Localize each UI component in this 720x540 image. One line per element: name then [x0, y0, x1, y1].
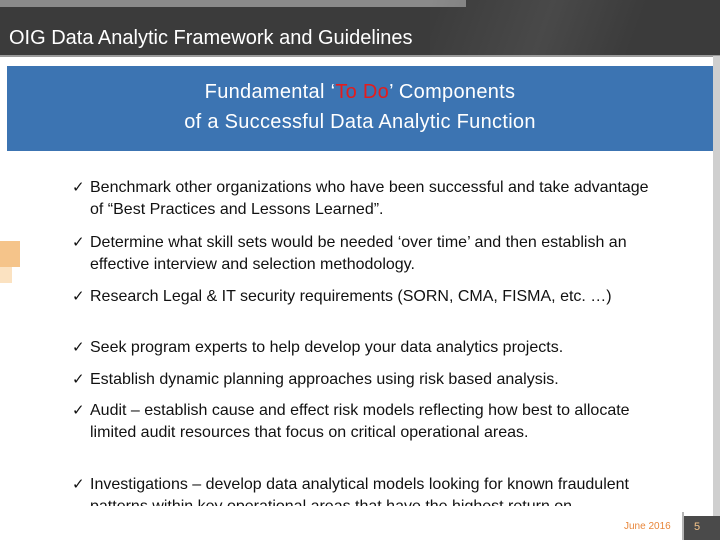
- title-divider: [0, 55, 720, 57]
- slide-title: OIG Data Analytic Framework and Guidelines: [9, 27, 413, 49]
- subtitle-highlight: To Do: [335, 81, 390, 103]
- subtitle-line-2: of a Successful Data Analytic Function: [184, 111, 536, 133]
- bullet-item: ✓ Investigations – develop data analytical models looking for known fraudulent: [72, 474, 638, 539]
- bullet-item: ✓ Benchmark other organizations who have been successful and take advantage of “Best Practices and Lessons Learned”.: [72, 179, 649, 218]
- page-number: 5: [693, 521, 701, 533]
- checkmark-icon: ✓: [72, 234, 85, 251]
- bullet-item: ✓ Research Legal & IT security requirements (SORN, CMA, FISMA, etc. …): [72, 286, 612, 308]
- checkmark-icon: ✓: [72, 288, 85, 305]
- title-bar: [0, 0, 720, 56]
- bullet-item: ✓ Seek program experts to help develop your data analytics projects.: [72, 337, 563, 359]
- footer-date: June 2016: [624, 521, 671, 532]
- checkmark-icon: ✓: [72, 371, 85, 388]
- bullet-item: ✓ Audit – establish cause and effect risk models reflecting how best to allocate limited audit resources that focus on critical operational areas.: [72, 402, 630, 441]
- checkmark-icon: ✓: [72, 476, 85, 493]
- footer-backdrop: [0, 506, 682, 540]
- subtitle-band: [7, 66, 713, 151]
- bullet-item: ✓ Determine what skill sets would be needed ‘over time’ and then establish an effective interview and selection methodology.: [72, 234, 627, 273]
- right-edge-strip: [713, 56, 720, 516]
- checkmark-icon: ✓: [72, 402, 85, 419]
- accent-block-small: [0, 267, 12, 283]
- bullet-item: ✓ Establish dynamic planning approaches using risk based analysis.: [72, 369, 559, 391]
- subtitle-line-1: Fundamental ‘To Do’ Components: [204, 81, 516, 103]
- checkmark-icon: ✓: [72, 179, 85, 196]
- checkmark-icon: ✓: [72, 339, 85, 356]
- accent-block: [0, 241, 20, 267]
